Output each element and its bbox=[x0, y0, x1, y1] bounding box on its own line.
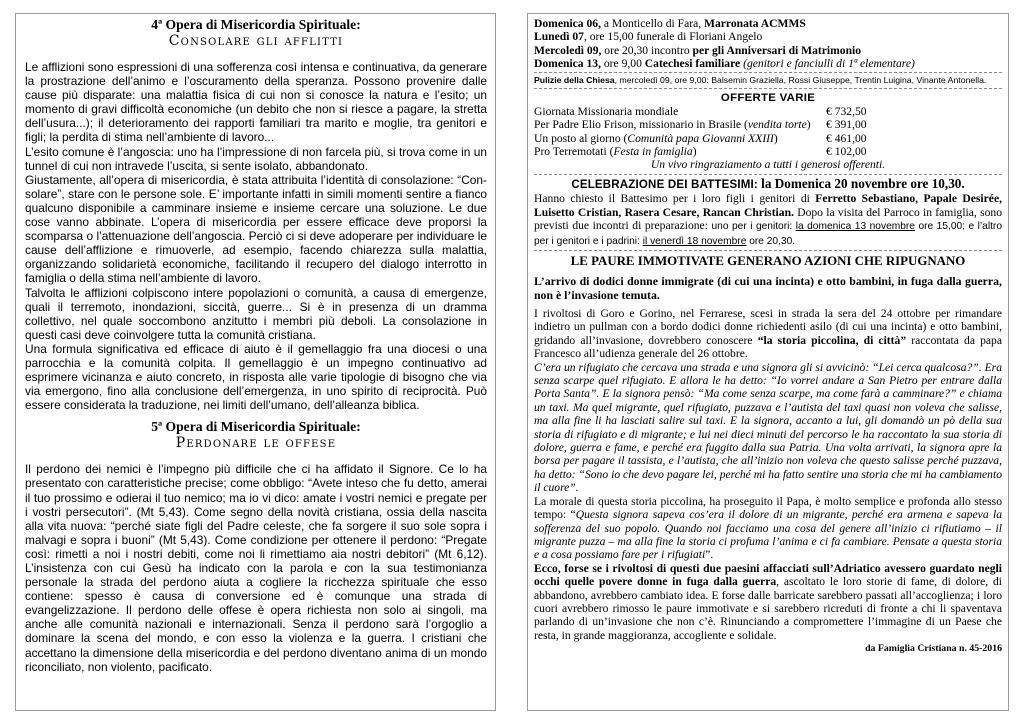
offerte-list bbox=[534, 105, 1002, 158]
battesimi-heading: CELEBRAZIONE DEI BATTESIMI: la Domenica 20 novembre ore 10,30. bbox=[571, 176, 965, 192]
divider bbox=[534, 174, 1002, 175]
article-paragraph: Ecco, forse se i rivoltosi di questi due paesini affacciati sull’Adriatico avessero guardato negli occhi quelle povere donne in fuga dalla guerra, ascoltato le loro storie di fame, di dolore, di abbandono, avrebbero cambiato idea. E forse dalle barricate sarebbero passati all’accoglienza; i loro cuori avrebbero rimosso le paure immotivate e si sarebbero ricreduti di fronte a chi li spaventava parlando di un’invasione che non c’è. Rinunciando a compromettere l’immagine di un Paese che resta, in grande maggioranza, accogliente e solidale. bbox=[534, 561, 1002, 642]
calendar-item: Domenica 06, a Monticello di Fara, Marronata ACMMS bbox=[534, 17, 806, 30]
op4-paragraph: Talvolta le afflizioni colpiscono intere popolazioni o comunità, a causa di emergenze, quali il terremoto, inondazioni, siccità, guerre... Si è in presenza di un dramma collettivo, nel quale soccombono anzitutto i membri più deboli. La consolazione in questi casi deve coinvolgere tutta la comunità cristiana. bbox=[25, 285, 487, 342]
op5-title: 5ª Opera di Misericordia Spirituale: bbox=[151, 419, 361, 435]
op4-title: 4ª Opera di Misericordia Spirituale: bbox=[151, 17, 361, 32]
battesimi-body: Hanno chiesto il Battesimo per i loro figli i genitori di Ferretto Sebastiano, Papale Desirée, Luisetto Cristian, Rasera Cesare, Rancan Christian. Dopo la visita del Parroco in famiglia, sono previsti due incontri di preparazione: uno per i genitori: la domenica 13 novembre ore 15,00; e l’altro per i genitori e i padrini: il venerdì 18 novembre ore 20,30. bbox=[534, 192, 1002, 247]
right-panel bbox=[527, 13, 1009, 711]
calendar-item: Lunedì 07, ore 15,00 funerale di Floriani Angelo bbox=[534, 30, 763, 44]
op5-paragraph: Il perdono dei nemici è l’impegno più difficile che ci ha affidato il Signore. Ce lo ha presentato con caratteristiche precise; come obbligo: “Avete inteso che fu detto, amerai il tuo prossimo e odierai il tuo nemico; ma io vi dico: amate i vostri nemici e pregate per i vostri persecutori”. (Mt 5,43). Come segno della novità cristiana, ossia della nascita alla vita nuova: “perché siate figli del Padre celeste, che fa sorgere il suo sole sopra i malvagi e sopra i buoni” (Mt 5,43). Come condizione per ottenere il perdono: “Pregate così: rimetti a noi i nostri debiti, come noi li rimettiamo aia nostri debitori” (Mt 6,12). L’insistenza con cui Gesù ha indicato con la parola e con la sua testimonianza personale la strada del perdono aiuta a cogliere la ricchezza spirituale che esso contiene: spesso è causa di conversione ed è comunque una strada di evangelizzazione. Il perdono delle offese è opera richiesta non solo ai singoli, ma anche alle comunità nazionali e internazionali. Senza il perdono sarà l’orgoglio a dominare la scena del mondo, e con esso la violenza e la guerra. I cristiani che accettano la dimensione della misericordia e del perdono diventano anima di un mondo riconciliato, non violento, pacificato. bbox=[25, 462, 487, 674]
article-paragraph: La morale di questa storia piccolina, ha proseguito il Papa, è molto semplice e profonda allo stesso tempo: “Questa signora sapeva cos’era il dolore di un migrante, perché era armena e sapeva la sofferenza del suo popolo. Quando noi facciamo una cosa del genere all’inizio ci rifiutiamo – il migrante puzza – ma alla fine la storia ci profuma l’anima e ci fa cambiare. Pensate a questa storia e a cosa possiamo fare per i rifugiati”. bbox=[534, 494, 1002, 562]
divider bbox=[534, 88, 1002, 89]
calendar-item: Domenica 13, ore 9,00 Catechesi familiare (genitori e fanciulli di 1ª elementare) bbox=[534, 56, 915, 70]
offerte-heading: OFFERTE VARIE bbox=[720, 92, 816, 105]
op4-paragraph: Le afflizioni sono espressioni di una sofferenza così intensa e continuativa, da generare la prostrazione dell’animo e l’oscuramento della speranza. Possono provenire dalle cause più disparate: una malattia fisica di cui non si conosce la natura e l’esito; un momento di gravi difficoltà economiche (un debito che non si riesce a pagare, la stretta dell’usura...); il deterioramento dei rapporti familiari tra marito e moglie, tra genitori e figli; la perdita di stima nell’ambiente di lavoro... bbox=[25, 60, 487, 145]
offerte-thanks: Un vivo ringraziamento a tutti i generosi offerenti. bbox=[650, 158, 886, 172]
offerta-row: Pro Terremotati (Festa in famiglia) € 102,00 bbox=[534, 145, 867, 159]
divider bbox=[534, 72, 1002, 73]
article-lead: L’arrivo di dodici donne immigrate (di cui una incinta) e otto bambini, in fuga dalla guerra, non è l’invasione temuta. bbox=[534, 274, 1002, 302]
op4-body bbox=[25, 60, 487, 412]
article-body bbox=[534, 307, 1002, 642]
article-paragraph: I rivoltosi di Goro e Gorino, nel Ferrarese, scesi in strada la sera del 24 ottobre per rimandare indietro un pullman con a bordo dodici donne richiedenti asilo (di cui una incinta) e otto bambini, gridando all’invasione, dovrebbero conoscere “la storia piccolina, di città” raccontata da papa Francesco all’udienza generale del 26 ottobre. bbox=[534, 307, 1003, 361]
calendar-item: Mercoledì 09, ore 20,30 incontro per gli Anniversari di Matrimonio bbox=[534, 43, 862, 57]
op4-paragraph: Giustamente, all’opera di misericordia, è stata attribuita l’identità di consolazione: “Con-solare”, stare con le persone sole. E’ importante infatti in simili momenti sentire a fianco qualcuno disponibile a camminare insieme e insieme cercare una soluzione. Le due cose vanno abbinate. L’opera di misericordia per essere efficace deve proporsi la scomparsa o l’attenuazione dell’angoscia. Perciò ci si deve adoperare per individuare le cause dell’afflizione e rimuoverle, ad esempio, facendo chiarezza sulla malattia, organizzando solidarietà economiche, facilitando il recupero del dialogo interrotto in famiglia o della stima nell’ambiente di lavoro. bbox=[25, 172, 487, 286]
op4-subtitle: Consolare gli afflitti bbox=[168, 33, 344, 49]
offerta-row: Giornata Missionaria mondiale € 732,50 bbox=[534, 105, 867, 119]
article-quote: C’era un rifugiato che cercava una strada e una signora gli si avvicinò: “Lei cerca qualcosa?”. Era senza scarpe quel rifugiato. E allora le ha detto: “Io vorrei andare a San Pietro per entrare dalla Porta Santa”. E la signora pensò: “Ma come senza scarpe, ma come farà a camminare?” e chiama un taxi. Ma quel migrante, quel rifugiato, puzzava e l’autista del taxi quasi non voleva che salisse, ma alla fine li ha lasciati salire sul taxi. E la signora, accanto a lui, gli domandò un pò della sua storia di rifugiato e di migrante; e lui nei dieci minuti del percorso le ha raccontato la sua storia di dolore, guerra e fame, e perché era fuggito dalla sua Patria. Una volta arrivati, la signora apre la borsa per pagare il tassista, e l’autista, che all’inizio non voleva che questo salisse perché puzzava, ha detto: “Sono io che devo pagare lei, perché mi ha fatto sentire una storia che mi ha cambiamento il cuore”. bbox=[534, 360, 1002, 495]
op4-paragraph: L’esito comune è l’angoscia: uno ha l’impressione di non farcela più, si trova come in un tunnel di cui non intravede l’uscita, si sente isolato, abbandonato. bbox=[25, 144, 487, 173]
offerta-row: Per Padre Elio Frison, missionario in Brasile (vendita torte) € 391,00 bbox=[534, 118, 867, 132]
offerta-row: Un posto al giorno (Comunità papa Giovanni XXIII) € 461,00 bbox=[534, 131, 867, 145]
divider bbox=[534, 250, 1002, 251]
pulizie-line: Pulizie della Chiesa, mercoledì 09, ore 9,00: Balsemin Graziella, Rossi Giuseppe, Trentin Luigina, Vinante Antonella. bbox=[534, 75, 987, 86]
article-title: LE PAURE IMMOTIVATE GENERANO AZIONI CHE RIPUGNANO bbox=[570, 254, 966, 268]
left-panel bbox=[15, 13, 496, 711]
op5-subtitle: Perdonare le offese bbox=[175, 435, 337, 452]
calendar bbox=[534, 17, 1002, 70]
article-source: da Famiglia Cristiana n. 45-2016 bbox=[865, 643, 1002, 655]
op5-body bbox=[25, 462, 487, 673]
op4-paragraph: Una formula significativa ed efficace di aiuto è il gemellaggio fra una diocesi o una parrocchia e la comunità colpita. Il gemellaggio è un impegno continuativo ad esprimere vicinanza e aiuto concreto, in risposta alle varie tipologie di bisogno che via via emergono, fino alla conclusione dell’emergenza, in uno spirito di reciprocità. Può essere considerata la traduzione, nei limiti dell’umano, dell’alleanza biblica. bbox=[25, 341, 487, 413]
